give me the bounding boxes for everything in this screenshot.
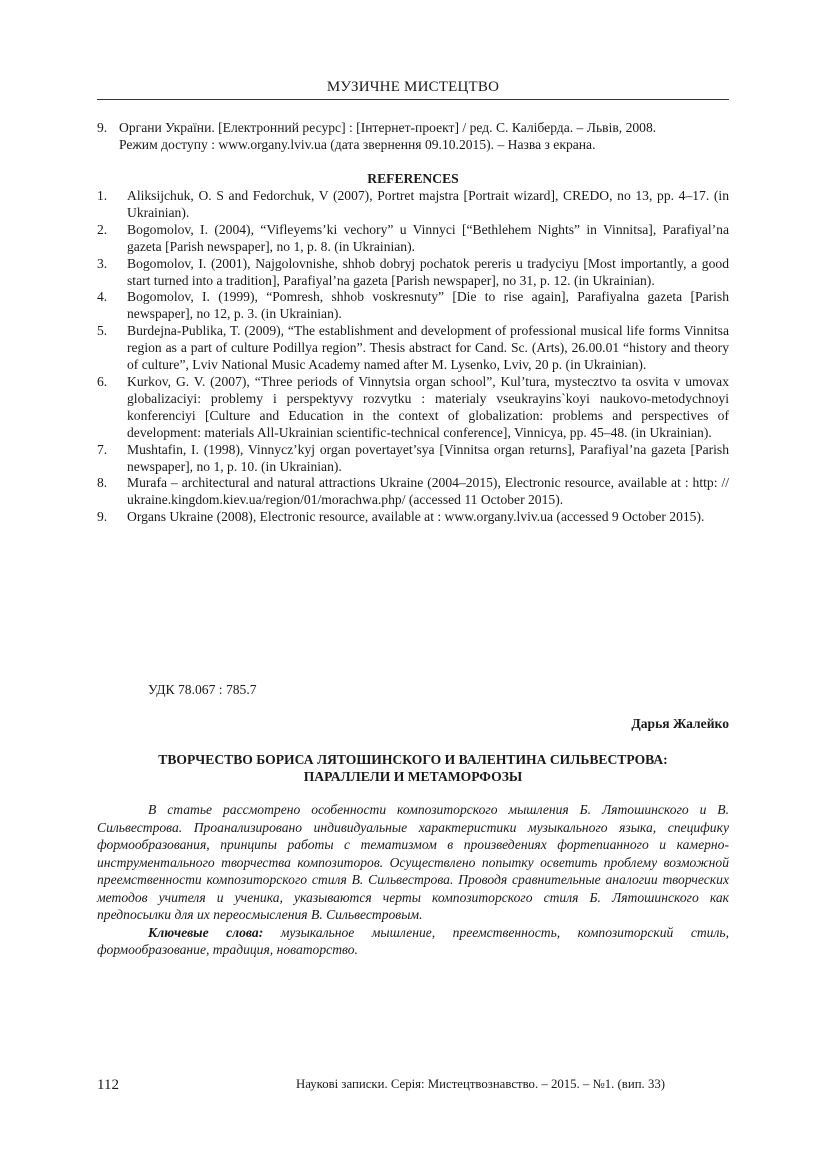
page-number: 112 <box>97 1077 119 1093</box>
reference-text: Organs Ukraine (2008), Electronic resource, available at : www.organy.lviv.ua (accessed 9 October 2015). <box>127 509 705 525</box>
article-title-line: ТВОРЧЕСТВО БОРИСА ЛЯТОШИНСКОГО И ВАЛЕНТИНА СИЛЬВЕСТРОВА: <box>158 752 668 767</box>
reference-item <box>97 475 729 509</box>
udc-code: УДК 78.067 : 785.7 <box>148 682 257 697</box>
reference-line: Органи України. [Електронний ресурс] : [Інтернет-проект] / ред. С. Каліберда. – Львів, 2008. <box>119 120 657 135</box>
reference-number: 1. <box>97 188 108 203</box>
running-head: МУЗИЧНЕ МИСТЕЦТВО <box>326 79 500 95</box>
reference-item <box>97 442 729 476</box>
references-heading: REFERENCES <box>367 171 459 186</box>
abstract-text: В статье рассмотрено особенности композиторского мышления Б. Лятошинского и В. Сильвестрова. Проанализировано индивидуальные характеристики музыкального языка, специфику формообразования, принципы работы с тематизмом в произведениях фортепианного и камерно-инструментального творчества композиторов. Осуществлено попытку осветить проблему возможной преемственности композиторского стиля В. Сильвестрова. Проводя сравнительные аналогии творческих методов учителя и ученика, указываются черты композиторского стиля Б. Лятошинского как предпосылки для их переосмысления В. Сильвестровым. <box>97 802 729 922</box>
reference-item <box>97 222 729 256</box>
reference-item <box>97 374 729 442</box>
reference-number: 3. <box>97 255 108 271</box>
keywords-text: музыкальное мышление, преемственность, композиторский стиль, формообразование, традиция, новаторство. <box>97 924 729 957</box>
reference-text: Bogomolov, I. (2001), Najgolovnishe, shhob dobryj pochatok pereris u tradycіyu [Most importantly, a good start turned into a tradition], Parafiyal’na gazeta [Parish newspaper], no 31, p. 12. (in Ukrainian). <box>127 255 729 288</box>
references-list <box>97 188 729 526</box>
article-title-line: ПАРАЛЛЕЛИ И МЕТАМОРФОЗЫ <box>303 769 523 784</box>
reference-text: Murafa – architectural and natural attractions Ukraine (2004–2015), Electronic resource, available at : http: // ukraine.kingdom.kiev.ua/region/01/morachwa.php/ (accessed 11 October 2015). <box>127 475 729 508</box>
reference-text: Aliksijchuk, O. S and Fedorchuk, V (2007), Portret majstra [Portrait wizard], CREDO, no 13, pp. 4–17. (in Ukrainian). <box>127 188 729 220</box>
reference-item <box>97 289 729 323</box>
reference-item <box>97 188 729 222</box>
journal-footer: Наукові записки. Серія: Мистецтвознавство. – 2015. – №1. (вип. 33) <box>296 1077 666 1091</box>
reference-number: 4. <box>97 289 108 305</box>
reference-line: Режим доступу : www.organy.lviv.ua (дата звернення 09.10.2015). – Назва з екрана. <box>119 136 596 152</box>
reference-item <box>97 323 729 374</box>
reference-text: Bogomolov, I. (1999), “Pomresh, shhob voskresnuty” [Die to rise again], Parafiyalna gazeta [Parish newspaper], no 12, p. 3. (in Ukrainian). <box>127 289 729 322</box>
reference-number: 8. <box>97 475 108 491</box>
keywords-label: Ключевые слова: <box>148 924 264 940</box>
header-rule <box>97 99 729 100</box>
reference-number: 9. <box>97 120 108 135</box>
reference-text: Mushtafin, I. (1998), Vinnycz’kyj organ povertayet’sya [Vinnitsa organ returns], Parafiyal’na gazeta [Parish newspaper], no 1, p. 10. (in Ukrainian). <box>127 441 729 474</box>
abstract <box>97 801 729 959</box>
reference-text: Burdejna-Publika, T. (2009), “The establishment and development of professional musical life forms Vinnitsa region as a part of culture Podillya region”. Thesis abstract for Cand. Sc. (Arts), 26.00.01 “history and theory of culture”, Lviv National Music Academy named after M. Lysenko, Lviv, 20 p. (in Ukrainian). <box>127 323 729 373</box>
reference-item <box>97 256 729 290</box>
reference-text: Kurkov, G. V. (2007), “Three periods of Vinnytsia organ school”, Kul’tura, mystecztvo ta osvita v umovax globalizaciyi: problemy i perspektyvy rozvytku : materialy vseukrayins`koyi naukovo-metodychnoyi konferenciyi [Culture and Education in the context of globalization: problems and perspectives of development: materials All-Ukrainian scientific-technical conference], Vinnicya, pp. 45–48. (in Ukrainian). <box>127 373 729 440</box>
reference-number: 7. <box>97 441 108 457</box>
reference-text: Bogomolov, I. (2004), “Vifleyems’ki vechory” u Vinnyci [“Bethlehem Nights” in Vinnitsa], Parafiyal’na gazeta [Parish newspaper], no 1, p. 8. (in Ukrainian). <box>127 221 729 254</box>
article-title <box>97 751 729 785</box>
reference-number: 5. <box>97 323 108 339</box>
reference-number: 2. <box>97 221 108 237</box>
author-name: Дарья Жалейко <box>631 716 729 731</box>
reference-number: 9. <box>97 509 108 525</box>
reference-item <box>97 509 729 526</box>
keywords-paragraph <box>97 924 729 959</box>
reference-number: 6. <box>97 373 108 389</box>
previous-reference <box>97 120 729 154</box>
